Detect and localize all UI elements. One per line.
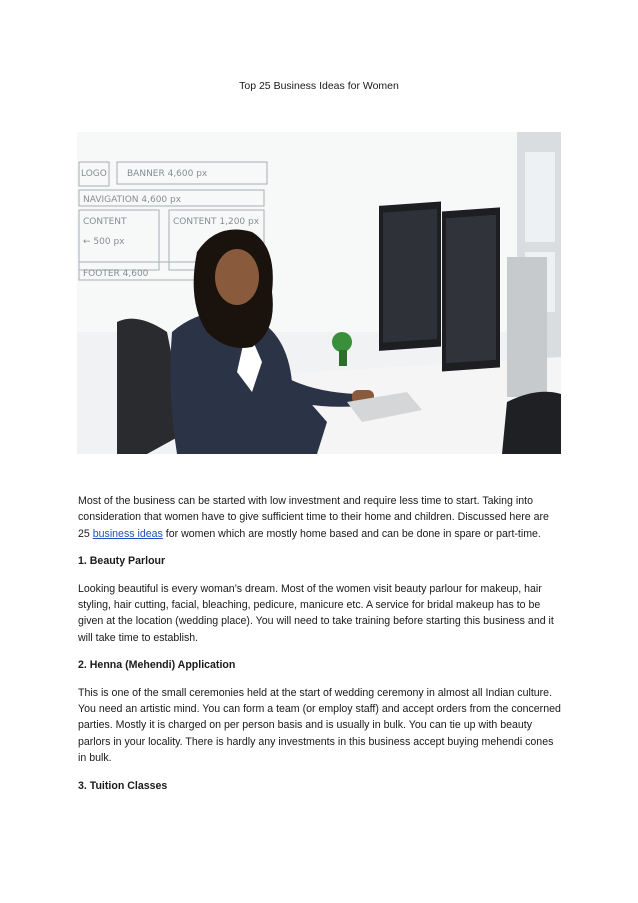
- document-title: Top 25 Business Ideas for Women: [239, 80, 399, 92]
- svg-text:CONTENT 1,200 px: CONTENT 1,200 px: [173, 217, 260, 227]
- section-heading-henna: 2. Henna (Mehendi) Application: [78, 659, 236, 672]
- article-body: [78, 493, 562, 805]
- business-ideas-link[interactable]: business ideas: [92, 527, 163, 540]
- svg-text:← 500 px: ← 500 px: [83, 237, 125, 247]
- svg-text:BANNER 4,600 px: BANNER 4,600 px: [127, 169, 208, 179]
- svg-text:LOGO: LOGO: [81, 169, 107, 179]
- svg-text:FOOTER 4,600: FOOTER 4,600: [83, 269, 149, 279]
- section-heading-tuition: 3. Tuition Classes: [78, 779, 168, 792]
- section-body-beauty-parlour: Looking beautiful is every woman’s dream. Most of the women visit beauty parlour for makeup, hair styling, hair cutting, facial, bleaching, pedicure, manicure etc. A service for bridal makeup has to be given at the location (wedding place). You will need to take training before starting this business and it will take time to establish.: [78, 582, 554, 644]
- svg-text:CONTENT: CONTENT: [83, 217, 127, 227]
- office-scene-illustration: [77, 132, 561, 454]
- intro-text-after: for women which are mostly home based and can be done in spare or part-time.: [162, 527, 541, 540]
- intro-text-before: Most of the business can be started with low investment and require less time to start. Taking into consideration that women have to give sufficient time to their home and children. Discussed here are 25: [78, 495, 549, 540]
- intro-paragraph: [78, 493, 562, 542]
- hero-photo: [77, 132, 561, 454]
- section-heading-beauty-parlour: 1. Beauty Parlour: [78, 555, 166, 568]
- svg-text:NAVIGATION 4,600 px: NAVIGATION 4,600 px: [83, 195, 182, 205]
- section-body-henna: This is one of the small ceremonies held at the start of wedding ceremony in almost all Indian culture. You need an artistic mind. You can form a team (or employ staff) and accept orders from the concerned parties. Mostly it is charged on per person basis and is usually in bulk. You can tie up with beauty parlors in your locality. There is hardly any investments in this business accept buying mehendi cones in bulk.: [78, 686, 561, 765]
